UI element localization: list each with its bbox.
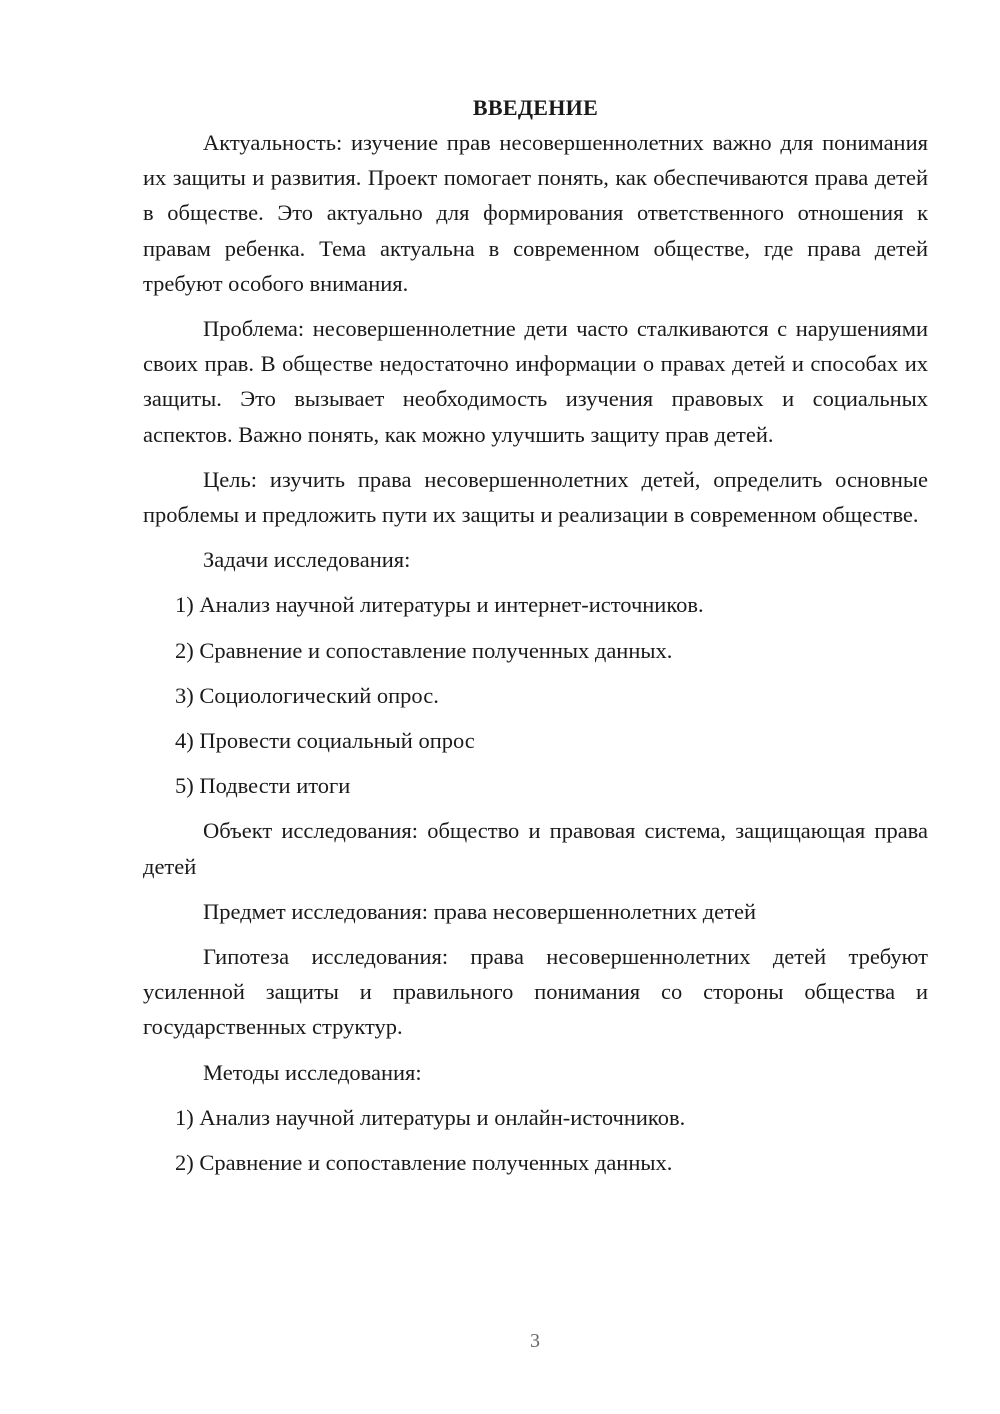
list-item: 2) Сравнение и сопоставление полученных данных.	[175, 1150, 673, 1176]
goal-paragraph: Цель: изучить права несовершеннолетних детей, определить основные проблемы и предложить пути их защиты и реализации в современном обществе.	[143, 466, 928, 528]
tasks-list	[143, 587, 928, 803]
page-title: ВВЕДЕНИЕ	[472, 95, 599, 120]
object-paragraph: Объект исследования: общество и правовая система, защищающая права детей	[143, 818, 928, 879]
methods-heading: Методы исследования:	[203, 1059, 422, 1085]
hypothesis-paragraph: Гипотеза исследования: права несовершеннолетних детей требуют усиленной защиты и правильного понимания со стороны общества и государственных структур.	[143, 944, 928, 1040]
tasks-heading: Задачи исследования:	[203, 547, 411, 573]
list-item: 1) Анализ научной литературы и интернет-источников.	[175, 592, 704, 618]
list-item: 5) Подвести итоги	[175, 773, 351, 799]
list-item: 4) Провести социальный опрос	[175, 728, 475, 754]
list-item: 1) Анализ научной литературы и онлайн-источников.	[175, 1104, 686, 1130]
document-page	[143, 90, 928, 1190]
list-item: 2) Сравнение и сопоставление полученных данных.	[175, 637, 673, 663]
list-item: 3) Социологический опрос.	[175, 682, 439, 708]
relevance-paragraph: Актуальность: изучение прав несовершеннолетних важно для понимания их защиты и развития. Проект помогает понять, как обеспечиваются права детей в обществе. Это актуально для формирования ответственного отношения к правам ребенка. Тема актуальна в современном обществе, где права детей требуют особого внимания.	[143, 130, 928, 296]
subject-paragraph: Предмет исследования: права несовершеннолетних детей	[203, 898, 756, 924]
page-number: 3	[530, 1330, 540, 1352]
problem-paragraph: Проблема: несовершеннолетние дети часто сталкиваются с нарушениями своих прав. В обществе недостаточно информации о правах детей и способах их защиты. Это вызывает необходимость изучения правовых и социальных аспектов. Важно понять, как можно улучшить защиту прав детей.	[143, 316, 928, 447]
methods-list	[143, 1100, 928, 1180]
